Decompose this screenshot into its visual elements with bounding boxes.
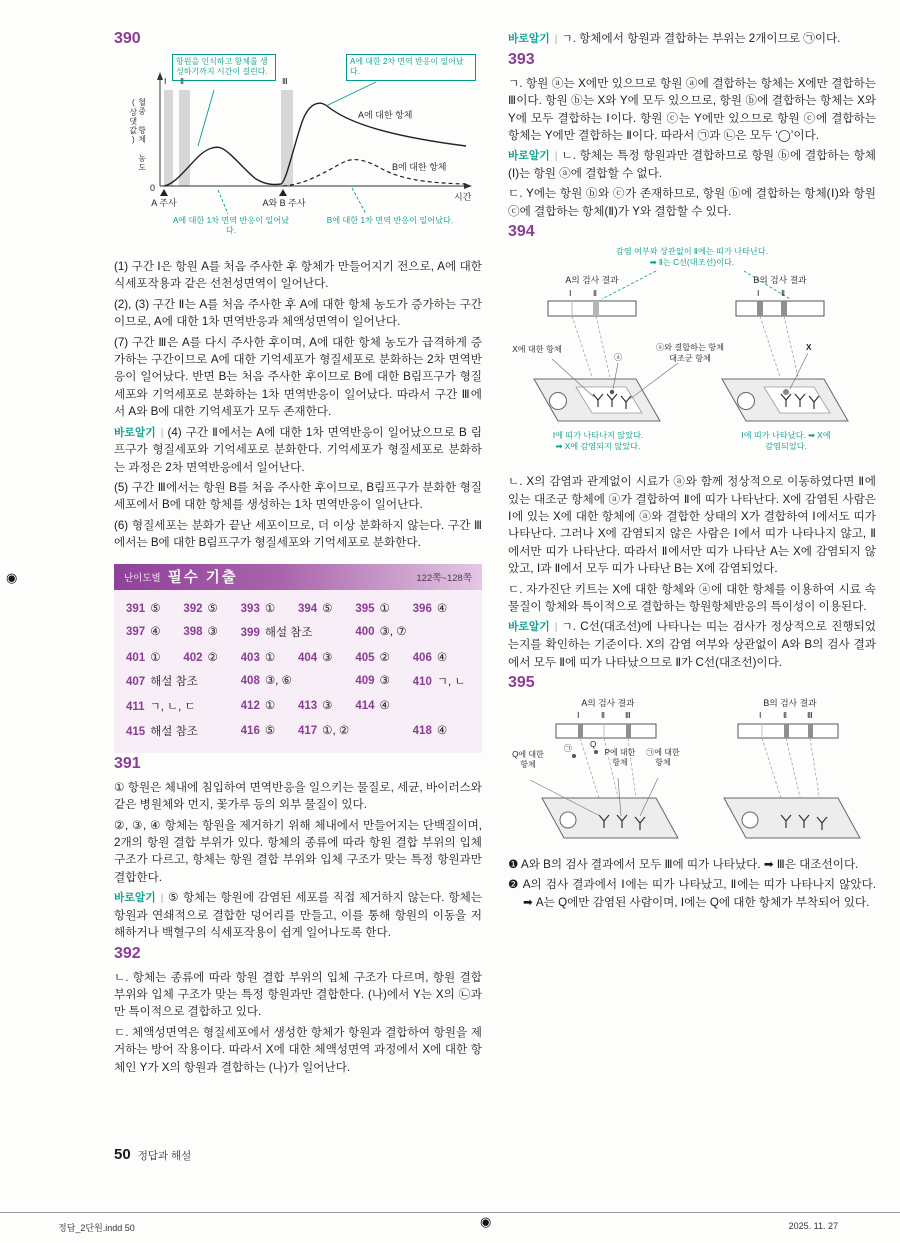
leader — [596, 316, 610, 377]
print-date: 2025. 11. 27 — [788, 1221, 838, 1231]
explanation-paragraph: ㄴ. X의 감염과 관계없이 시료가 ⓐ와 함께 정상적으로 이동하였다면 Ⅱ에 있는 대조군 항체에 ⓐ가 결합하여 Ⅱ에 띠가 나타난다. X에 감염된 사람은 Ⅰ에 있는 X에 대한 항체에 ⓐ와 결합한 상태의 X가 결합하여 Ⅰ에서도 띠가 나타난다. 그러나 X에 감염되지 않은 사람은 Ⅰ에서 띠가 나타나지 않고, Ⅱ에서만 띠가 나타난다. 따라서 Ⅱ에서만 띠가 나타난 A는 X에 감염되지 않았고, Ⅰ과 Ⅱ에서 모두 띠가 나타난 B는 X에 감염되었다. — [508, 475, 876, 576]
problem-number-394: 394 — [508, 223, 535, 241]
answer-value: ③ — [322, 651, 333, 664]
injection-1-label: A 주사 — [151, 198, 177, 208]
answer-number: 399 — [240, 627, 260, 640]
baro-text: ㄱ. 항체에서 항원과 결합하는 부위는 2개이므로 ㉠이다. — [561, 32, 841, 45]
answer-number: 398 — [183, 626, 203, 639]
mark-1-a: Ⅰ — [577, 710, 580, 720]
answer-number: 417 — [297, 725, 318, 738]
answer-number: 393 — [240, 603, 260, 616]
answer-number: 407 — [126, 675, 146, 688]
curve-antibody-a — [164, 103, 466, 186]
control-antibody-label-1: ⓐ와 결합하는 항체 — [655, 343, 725, 353]
mark-1-a: Ⅰ — [569, 289, 572, 299]
answer-cell — [355, 673, 412, 689]
leader — [572, 316, 592, 377]
answer-value: ④ — [436, 725, 448, 738]
answer-table-header — [114, 564, 482, 590]
answer-number: 392 — [183, 603, 203, 616]
answer-cell — [413, 723, 470, 739]
explanation-paragraph: (5) 구간 Ⅲ에서는 항원 B를 처음 주사한 후이므로, B림프구가 분화한 형질세포에서 B에 대한 항체를 생성하는 1차 면역반응이 일어난다. — [114, 481, 482, 512]
baro-badge: 바로알기 — [114, 426, 156, 439]
injection-2-label: A와 B 주사 — [262, 198, 306, 208]
answer-cell — [126, 673, 241, 689]
problem-number-392: 392 — [114, 944, 141, 962]
mark-2-a: Ⅱ — [601, 710, 606, 720]
answer-number: 413 — [297, 699, 318, 712]
table-page-range: 122쪽~128쪽 — [416, 572, 472, 584]
answer-cell — [241, 698, 298, 714]
strip-b-band-3 — [808, 724, 813, 738]
answer-value: ④ — [436, 651, 448, 664]
answer-number: 404 — [297, 651, 318, 664]
baro-separator: | — [554, 33, 558, 45]
mark-1-b: Ⅰ — [757, 289, 760, 299]
answer-row — [126, 597, 470, 620]
answer-value: ③, ⑦ — [379, 626, 407, 639]
answer-cell — [355, 624, 470, 640]
injection-marker-1 — [160, 189, 168, 196]
answer-value: ③ — [207, 626, 218, 639]
answer-row — [126, 620, 470, 645]
answer-value: ⑤ — [207, 603, 218, 616]
baro-badge: 바로알기 — [508, 150, 550, 163]
note-primary-b: B에 대한 1차 면역 반응이 일어났다. — [326, 216, 454, 225]
explanation-paragraph: ②, ③, ④ 항체는 항원을 제거하기 위해 체내에서 만들어지는 단백질이며, 2개의 항원 결합 부위가 있다. 항체의 종류에 따라 항원 결합 부위의 입체 구조가 다르고, 항체는 항원 결합 부위와 입체 구조가 맞는 특정 항원과만 결합한다. — [114, 818, 482, 884]
answer-cell — [241, 673, 356, 689]
answer-value: ㄱ, ㄴ, ㄷ — [149, 700, 196, 713]
strip-b-band-2 — [784, 724, 789, 738]
answer-cell — [183, 650, 240, 664]
baro-badge: 바로알기 — [114, 892, 156, 905]
strip-a-band-3 — [626, 724, 631, 738]
answer-value: ⑤ — [264, 725, 276, 738]
explanation-paragraph: (6) 형질세포는 분화가 끝난 세포이므로, 더 이상 분화하지 않는다. 구간 Ⅲ에서는 B에 대한 B림프구가 형질세포와 기억세포로 분화한다. — [114, 518, 482, 550]
explanation-paragraph: ㄱ. 항원 ⓐ는 X에만 있으므로 항원 ⓐ에 결합하는 항체는 X에만 결합하는 Ⅲ이다. 항원 ⓑ는 X와 Y에 모두 있으므로, 항원 ⓑ에 결합하는 항체는 X와 Y에 모두 결합하는 Ⅰ이다. 항원 ⓒ는 Y에만 있으므로 항원 ⓒ에 결합하는 항체는 Y에만 결합하는 Ⅱ이다. 따라서 ㉠과 ㉡은 모두 ‘◯’이다. — [508, 76, 876, 142]
baro-paragraph — [508, 147, 876, 182]
result-a-title: A의 검사 결과 — [581, 697, 635, 708]
g-antibody-label: ㉠에 대한 항체 — [646, 747, 680, 767]
baro-paragraph — [508, 618, 876, 671]
baro-separator: | — [160, 426, 164, 439]
print-crop-line — [0, 1212, 900, 1213]
figure-test-kit-395 — [508, 698, 876, 848]
particle-a-label: ⓐ — [614, 353, 623, 363]
region-label-3: Ⅲ — [282, 77, 288, 86]
strip-a-band-1 — [578, 724, 583, 738]
curve-a-label: A에 대한 항체 — [358, 110, 413, 120]
x-axis-label: 시간 — [454, 192, 472, 202]
answer-value: ㄱ, ㄴ — [436, 675, 466, 688]
strip-a — [556, 724, 656, 738]
answer-row — [126, 719, 470, 744]
explanation-paragraph: (2), (3) 구간 Ⅱ는 A를 처음 주사한 후 A에 대한 항체 농도가 증가하는 구간이므로, A에 대한 1차 면역반응과 체액성면역이 일어난다. — [114, 297, 482, 329]
answer-number: 415 — [126, 726, 146, 739]
book-title: 정답과 해설 — [137, 1150, 192, 1162]
baro-text: ㄱ. C선(대조선)에 나타나는 띠는 검사가 정상적으로 진행되었는지를 확인하는 기준이다. X의 감염 여부와 상관없이 A와 B의 검사 결과에서 모두 Ⅱ에 띠가 나타났으므로 Ⅱ가 C선(대조선)이다. — [508, 620, 876, 669]
tag-q-label: Q — [590, 739, 597, 749]
baro-separator: | — [554, 150, 558, 163]
note-a-line1: Ⅰ에 띠가 나타나지 않았다. — [552, 431, 644, 441]
answer-number: 400 — [355, 626, 375, 639]
registration-mark-bottom: ◉ — [480, 1214, 492, 1229]
answer-cell — [298, 650, 355, 664]
figure-antibody-graph — [114, 54, 482, 250]
baro-text: ㄴ. 항체는 특정 항원과만 결합하므로 항원 ⓑ에 결합하는 항체(Ⅰ)는 항원 ⓐ에 결합할 수 없다. — [508, 149, 876, 181]
note-secondary-response: A에 대한 2차 면역 반응이 일어났다. — [346, 54, 476, 81]
answer-value: ④ — [379, 699, 390, 712]
answer-cell — [183, 624, 240, 640]
answer-number: 408 — [240, 674, 260, 687]
note-leader-3 — [218, 190, 228, 214]
table-title-big: 필수 기출 — [167, 570, 238, 587]
answer-value: 해설 참조 — [264, 627, 313, 640]
particle-a — [610, 390, 614, 394]
explanation-paragraph: (1) 구간 Ⅰ은 항원 A를 처음 주사한 후 항체가 만들어지기 전으로, A에 대한 식세포작용과 같은 선천성면역이 일어난다. — [114, 260, 482, 291]
strip-b-band-1 — [757, 301, 763, 316]
mark-1-b: Ⅰ — [759, 710, 762, 720]
answer-value: ① — [264, 699, 276, 712]
baro-separator: | — [160, 892, 164, 905]
q-antibody-label: Q에 대한 항체 — [512, 749, 544, 769]
answer-cell — [413, 673, 470, 689]
answer-number: 405 — [355, 651, 375, 664]
antigen-x-label: X — [806, 343, 812, 353]
explanation-paragraph: ㄴ. 항체는 종류에 따라 항원 결합 부위의 입체 구조가 다르며, 항원 결합 부위와 입체 구조가 맞는 특정 항원과만 결합한다. (나)에서 Y는 X의 ㉡과만 특이적으로 결합하고 있다. — [114, 970, 482, 1019]
leader — [784, 316, 798, 377]
test-kit-svg-395 — [508, 698, 876, 848]
answer-cell — [183, 601, 240, 615]
answer-cell — [241, 624, 356, 640]
explanation-paragraph: ㄷ. Y에는 항원 ⓑ와 ⓒ가 존재하므로, 항원 ⓑ에 결합하는 항체(Ⅰ)와 항원 ⓒ에 결합하는 항체(Ⅱ)가 Y와 결합할 수 있다. — [508, 187, 876, 218]
answer-value: ② — [207, 651, 218, 664]
note-leader-2 — [326, 82, 376, 106]
answer-number: 397 — [126, 626, 146, 639]
answer-value: 해설 참조 — [150, 675, 198, 688]
answer-value: ③, ⑥ — [264, 674, 292, 687]
note-a-line2: ➡ X에 감염되지 않았다. — [555, 442, 641, 452]
tag-g-label: ㉠ — [564, 743, 572, 753]
x-antibody-label: X에 대한 항체 — [512, 345, 562, 355]
answer-number: 410 — [412, 675, 432, 688]
book-footer — [114, 1146, 191, 1163]
answer-value: ③ — [322, 699, 333, 712]
answer-number: 394 — [297, 603, 318, 616]
answer-row — [126, 668, 470, 693]
baro-badge: 바로알기 — [508, 621, 550, 634]
p-antibody-label: P에 대한 항체 — [604, 747, 636, 767]
top-note-line2: ➡ Ⅱ는 C선(대조선)이다. — [649, 258, 735, 268]
note-primary-a: A에 대한 1차 면역 반응이 일어났다. — [172, 216, 290, 236]
answer-key-table — [114, 564, 482, 753]
note-leader-4 — [352, 188, 366, 214]
answer-number: 418 — [412, 725, 432, 738]
result-b-title: B의 검사 결과 — [763, 697, 817, 708]
injection-marker-2 — [279, 189, 287, 196]
answer-value: ① — [264, 651, 276, 664]
baro-text: ⑤ 항체는 항원에 감염된 세포를 직접 제거하지 않는다. 항체는 항원과 연쇄적으로 결합한 덩어리를 만들고, 이를 통해 항원의 이동을 저해하거나 백혈구의 식세포작용이 쉽게 일어나도록 한다. — [114, 891, 482, 940]
table-title-small: 난이도별 — [124, 572, 161, 584]
y-axis-arrow — [157, 72, 163, 80]
problem-number-390: 390 — [114, 30, 141, 47]
registration-mark-left: ◉ — [6, 570, 18, 585]
mark-2-b: Ⅱ — [781, 289, 786, 299]
answer-value: ⑤ — [150, 603, 161, 616]
explanation-paragraph: ① 항원은 체내에 침입하여 면역반응을 일으키는 물질로, 세균, 바이러스와 같은 병원체와 먼지, 꽃가루 등의 외부 물질이 있다. — [114, 780, 482, 812]
problem-number-395: 395 — [508, 673, 535, 691]
answer-cell — [355, 650, 412, 664]
answer-number: 414 — [355, 699, 375, 712]
note-b-line1: Ⅰ에 띠가 나타났다. ➡ X에 — [741, 431, 831, 441]
answer-cell — [355, 601, 412, 615]
antigen-x-shape — [783, 389, 789, 395]
answer-number: 406 — [412, 651, 432, 664]
answer-cell — [241, 601, 298, 615]
answer-number: 395 — [355, 603, 375, 616]
curve-b-label: B에 대한 항체 — [392, 162, 447, 172]
cassette-b-well — [738, 393, 755, 410]
answer-number: 403 — [240, 651, 260, 664]
answer-value: ① — [264, 603, 276, 616]
answer-cell — [413, 601, 470, 615]
control-antibody-label-2: 대조군 항체 — [669, 354, 711, 364]
baro-badge: 바로알기 — [508, 33, 550, 45]
y-axis-label: 혈중 항체 농도(상댓값) — [128, 98, 147, 172]
left-column — [114, 30, 482, 1079]
answer-row — [126, 693, 470, 718]
right-column — [508, 30, 876, 914]
print-file-name: 정답_2단원.indd 50 — [58, 1223, 135, 1233]
problem-number-393: 393 — [508, 50, 535, 68]
mark-2-b: Ⅱ — [783, 710, 788, 720]
explanation-paragraph: (7) 구간 Ⅲ은 A를 다시 주사한 후이며, A에 대한 항체 농도가 급격하게 증가하는 구간이므로 A에 대한 기억세포가 형질세포로 분화하는 2차 면역반응이 일어났다. 반면 B는 처음 주사한 후이므로 B에 대한 B림프구가 형질세포와 기억세포로 분화하는 1차 면역반응이 일어났다. 따라서 구간 Ⅲ에서 A와 B에 대한 기억세포가 모두 존재한다. — [114, 335, 482, 419]
cassette-a-well — [560, 812, 576, 828]
note-leader-1 — [198, 90, 214, 146]
answer-value: ① — [379, 603, 390, 616]
answer-cell — [298, 698, 355, 714]
answer-value: ⑤ — [322, 603, 333, 616]
region-label-2: Ⅱ — [180, 77, 185, 86]
figure-test-kit-394 — [508, 247, 876, 465]
answer-number: 409 — [355, 674, 375, 687]
explanation-paragraph: ㄷ. 체액성면역은 형질세포에서 생성한 항체가 항원과 결합하여 항원을 제거하는 방어 작용이다. 따라서 X에 대한 체액성면역 과정에서 X에 대한 항체인 Y가 X의 항원과 결합하는 (나)가 일어난다. — [114, 1025, 482, 1074]
answer-value: ③ — [379, 674, 390, 687]
tag-dot-g — [572, 754, 576, 758]
strip-b-band-2 — [781, 301, 787, 316]
baro-paragraph — [508, 30, 876, 48]
answer-value: 해설 참조 — [150, 726, 198, 739]
numbered-note: ❶ A와 B의 검사 결과에서 모두 Ⅲ에 띠가 나타났다. ➡ Ⅲ은 대조선이다. — [508, 857, 859, 871]
answer-value: ② — [379, 651, 390, 664]
baro-text: (4) 구간 Ⅱ에서는 A에 대한 1차 면역반응이 일어났으므로 B 림프구가 형질세포와 기억세포로 분화한다. 기억세포가 형질세포로 분화하는 과정은 2차 면역반응에서 일어난다. — [114, 425, 482, 474]
mark-2-a: Ⅱ — [593, 289, 598, 299]
answer-number: 411 — [126, 700, 145, 713]
mark-3-b: Ⅲ — [807, 710, 813, 720]
top-note-line1: 감염 여부와 상관없이 Ⅱ에는 띠가 나타난다. — [615, 247, 769, 257]
strip-a-band-2 — [593, 301, 599, 316]
answer-cell — [355, 698, 412, 714]
mark-3-a: Ⅲ — [625, 710, 631, 720]
answer-cell — [126, 723, 241, 739]
origin-label: 0 — [150, 183, 156, 193]
note-recognition: 항원을 인식하고 항체를 생성하기까지 시간이 걸린다. — [172, 54, 276, 81]
tag-dot-q — [594, 750, 598, 754]
answer-cell — [298, 601, 355, 615]
baro-separator: | — [554, 621, 558, 634]
numbered-note: ❷ A의 검사 결과에서 Ⅰ에는 띠가 나타났고, Ⅱ에는 띠가 나타나지 않았다. ➡ A는 Q에만 감염된 사람이며, Ⅰ에는 Q에 대한 항체가 부착되어 있다. — [508, 878, 876, 909]
page-number: 50 — [114, 1146, 131, 1163]
result-b-title: B의 검사 결과 — [753, 275, 807, 286]
note-b-line2: 감염되었다. — [765, 442, 807, 452]
region-band-1 — [164, 90, 173, 186]
baro-paragraph — [114, 424, 482, 477]
answer-value: ④ — [436, 603, 448, 616]
answer-row — [126, 645, 470, 668]
strip-b — [736, 301, 824, 316]
answer-number: 391 — [126, 603, 146, 616]
strip-a — [548, 301, 636, 316]
answer-value: ①, ② — [322, 725, 350, 738]
answer-cell — [126, 601, 183, 615]
answer-cell — [126, 650, 183, 664]
answer-number: 412 — [240, 699, 260, 712]
answer-number: 402 — [183, 651, 203, 664]
baro-paragraph — [114, 889, 482, 942]
cassette-b-well — [742, 812, 758, 828]
answer-table-body — [114, 590, 482, 753]
answer-number: 401 — [126, 651, 146, 664]
problem-number-391: 391 — [114, 754, 141, 772]
explanation-paragraph: ㄷ. 자가진단 키트는 X에 대한 항체와 ⓐ에 대한 항체를 이용하여 시료 속 물질이 항체와 특이적으로 결합하는 항원항체반응의 특이성이 이용된다. — [508, 582, 876, 613]
answer-number: 416 — [240, 725, 260, 738]
answer-value: ① — [150, 651, 161, 664]
answer-cell — [413, 650, 470, 664]
leader — [760, 316, 780, 377]
answer-number: 396 — [412, 603, 432, 616]
region-label-1: Ⅰ — [164, 77, 167, 86]
cassette-a-well — [550, 393, 567, 410]
answer-value: ④ — [150, 626, 161, 639]
answer-cell — [241, 723, 298, 739]
answer-cell — [126, 698, 241, 714]
result-a-title: A의 검사 결과 — [565, 275, 619, 286]
answer-cell — [241, 650, 298, 664]
answer-cell — [298, 723, 413, 739]
answer-cell — [126, 624, 183, 640]
